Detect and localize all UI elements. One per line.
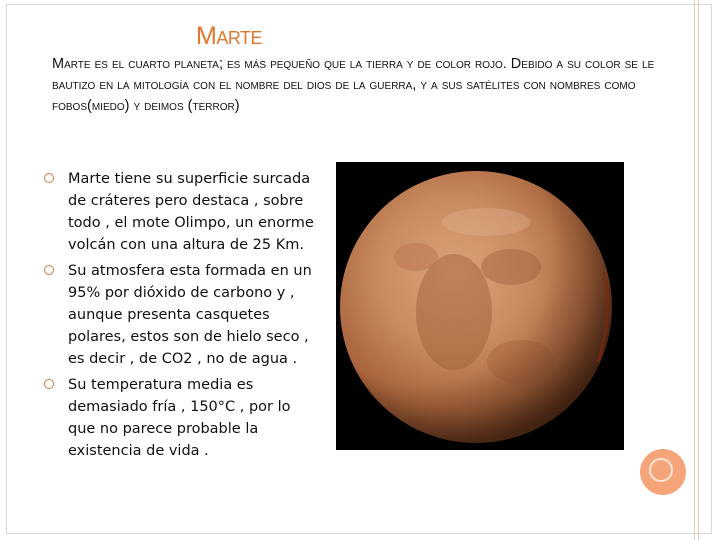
decorative-circle-icon [640, 449, 686, 495]
circle-bullet-icon [44, 379, 54, 389]
bullet-item [40, 374, 322, 462]
circle-bullet-icon [44, 173, 54, 183]
decorative-ring [649, 458, 673, 482]
mars-planet-illustration [336, 162, 624, 450]
bullet-text: Marte tiene su superficie surcada de cráteres pero destaca , sobre todo , el mote Olimpo, un enorme volcán con una altura de 25 Km. [68, 171, 314, 253]
circle-bullet-icon [44, 265, 54, 275]
mars-image [336, 162, 624, 450]
decorative-rule [694, 0, 695, 540]
decorative-rule [698, 0, 699, 540]
slide-title: Marte [196, 22, 263, 50]
bullet-text: Su atmosfera esta formada en un 95% por dióxido de carbono y , aunque presenta casquetes polares, estos son de hielo seco , es decir , de CO2 , no de agua . [68, 263, 312, 367]
bullet-list [40, 168, 322, 466]
bullet-item [40, 168, 322, 256]
bullet-item [40, 260, 322, 370]
bullet-text: Su temperatura media es demasiado fría , 150°C , por lo que no parece probable la existencia de vida . [68, 377, 291, 459]
intro-paragraph: Marte es el cuarto planeta; es más pequeño que la tierra y de color rojo. Debido a su color se le bautizo en la mitología con el nombre del dios de la guerra, y a sus satélites con nombres como fobos(miedo) y deimos (terror) [52, 56, 655, 114]
